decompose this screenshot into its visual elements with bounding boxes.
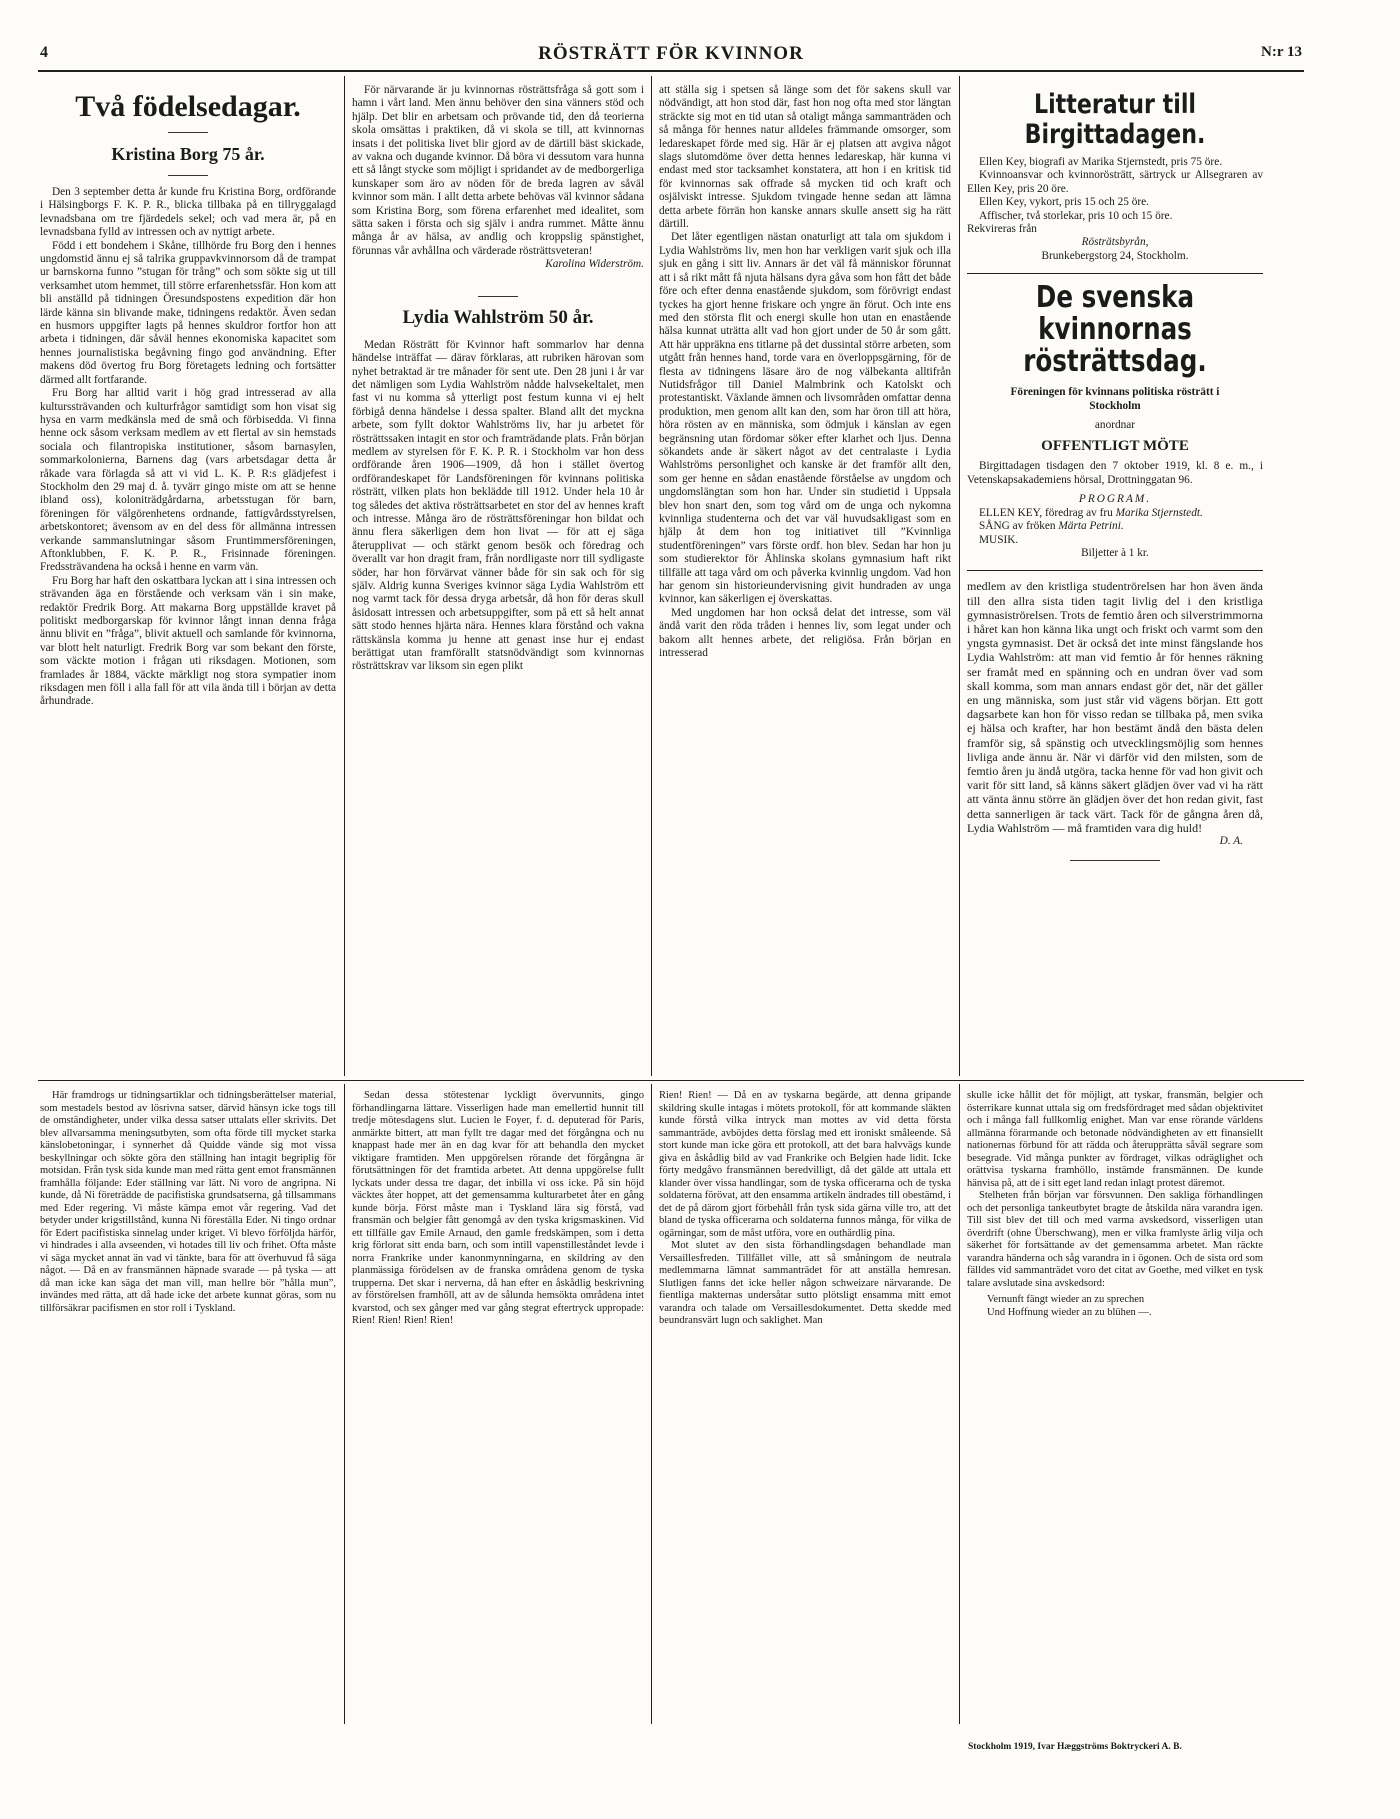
literature-item: Affischer, två storlekar, pris 10 och 15 öre. xyxy=(979,209,1173,222)
column-rule xyxy=(344,1084,345,1724)
continuation-paragraph: medlem av den kristliga studentrörelsen har hon även ända till den allra sista tiden tagit livlig del i den kristliga gymnasiströrelsen. Trots de femtio åren och silverstrimmorna i håret kan hon känna lika ungt och friskt och varmt som den yngsta gymnasist. Det är också det inte minst fängslande hos Lydia Wahlström: att man vid femtio år för hennes räkning ser framåt med en spänning och en undran över vad som skall komma, som man annars endast gör det, när det gäller en ung människa, som just står vid vägens början. Ett gott dagsarbete kan hon för visso redan se tillbaka på, men svika ej hälsa och krafter, har hon bestämt ändå den bästa delen framför sig, så spänstig och utvecklingsmöjlig som hennes livliga ande ännu är. När vi därför vid den milsten, som de femtio åren ju ändå utgöra, tacka henne för vad hon givit och varit för sitt land, så känns säkert glädjen över vad vi ha rätt att vänta ännu större än glädjen över det hon redan givit, fast detta sannerligen är tack värt. Tack för de gångna åren då, Lydia Wahlström — må framtiden vara dig huld! xyxy=(967,579,1263,835)
headline-lydia-wahlstrom: Lydia Wahlström 50 år. xyxy=(402,306,594,328)
paragraph: För närvarande är ju kvinnornas rösträttsfråga så gott som i hamn i vårt land. Men ännu behöver den sina vänners stöd och hjälp. Det blir en arbetsam och prövande tid, den då teorierna skola omsättas i praktiken, då vi skola se till, att kvinnornas insats i det politiska livet blir gjord av de därtill bäst skickade, av vakna och dugande kvinnor. Då böra vi dessutom vara hunna ett så långt stycke som möjligt i spridandet av de medborgerliga kunskaper som äro av nöden för de breda lagren av såväl kvinnor som män. I allt detta arbete behövas väl kvinnor sådana som Kristina Borg, som förena erfarenhet med idealitet, som sätta saken i första och sig själv i andra rummet. Måtte ännu många år av hälsa, av andlig och kroppslig spänstighet, förunnas vår avhållna och värderade rösträttsveteran! xyxy=(352,84,644,257)
article-kristina-borg xyxy=(40,84,336,1078)
page-number: 4 xyxy=(40,44,48,61)
signature-da: D. A. xyxy=(1219,834,1243,847)
section-rule xyxy=(38,1080,1304,1081)
paragraph: Stelheten från början var försvunnen. Den sakliga förhandlingen och det personliga tankeutbytet bragte de åtskilda nära varandra igen. Till sist blev det till och med varma avskedsord, visserligen utan överdrift (ohne Überschwang), men er vilka framlyste ärlig vilja och säkerhet för fortsättande av det gemensamma arbetet. Man räckte varandra händerna och såg varandra in i ögonen. Och de sista ord som fälldes vid sammanträdet voro det citat av Goethe, med vilket en tysk talare avslutade sina avskedsord: xyxy=(967,1190,1263,1289)
ticket-price: Biljetter à 1 kr. xyxy=(1081,546,1149,559)
suffrage-day-heading: De svenska kvinnornas rösträttsdag. xyxy=(1023,280,1207,380)
issue-number: N:r 13 xyxy=(1261,44,1302,60)
paragraph: Född i ett bondehem i Skåne, tillhörde fru Borg den i hennes ungdomstid ännu ej så talrika gruppavkvinnorsom då de trampat ur barnskorna funno ”stugan för trång” och som sökte sig ut till verksamhet utom hemmet, till större erfarenhetssfär. Hon kom att bli anställd på tidningen Öresundspostens expedition där hon lärde känna sin blivande make, tidningens redaktör. Även sedan en husmors uppgifter lagts på hennes skuldror fortfor hon att arbeta i tidningen, där såväl hennes ekonomiska kapacitet som hennes journalistiska begåvning fingo god användning. Efter makens död övertog fru Borg företagets ledning och fortsätter därmed allt fortfarande. xyxy=(40,239,336,386)
box-rule xyxy=(967,570,1263,571)
goethe-quote-line: Vernunft fängt wieder an zu sprechen xyxy=(987,1294,1145,1305)
program-item-music: MUSIK. xyxy=(979,533,1019,546)
masthead-title: RÖSTRÄTT FÖR KVINNOR xyxy=(538,43,804,64)
short-rule xyxy=(168,175,208,176)
literature-item: Kvinnoansvar och kvinnorösträtt, särtryck ur Allsegraren av Ellen Key, pris 20 öre. xyxy=(967,169,1263,195)
program-speaker: Marika Stjernstedt. xyxy=(1115,506,1203,519)
public-meeting-label: OFFENTLIGT MÖTE xyxy=(1041,438,1189,455)
bottom-column-1 xyxy=(40,1090,336,1730)
short-rule xyxy=(1070,860,1160,861)
program-item-song xyxy=(967,520,1263,533)
subheading-kristina-borg: Kristina Borg 75 år. xyxy=(111,144,265,164)
headline-two-birthdays: Två födelsedagar. xyxy=(75,90,301,123)
paragraph: Sedan dessa stötestenar lyckligt övervunnits, gingo förhandlingarna lättare. Visserligen hade man emellertid hunnit till tredje mötesdagens slut. Lucien le Foyer, f. d. deputerad för Paris, anmärkte bittert, att man fyllt tre dagar med det förgångna och nu knappast hade mer än en dag kvar för att behandla den mycket viktigare framtiden. Men uppgörelsen rörande det förgångna är förutsättningen för det framtida arbetet. Att denna uppgörelse fullt lyckats under dessa tre dagar, det inbilla vi oss icke. På sin höjd väcktes åter hoppet, att det gemensamma kulturarbetet åter en gång kunde börja. Först måste man i Tyskland lära sig förstå, vad fransmän och belgier fått genomgå av den tyska krigsmaskinen. Vid ett tillfälle gav Emile Arnaud, den gamle fredskämpen, som i detta krig förlorat sitt enda barn, och som intill vapenstilleståndet levde i norra Frankrike under kanonmynningarna, en skildring av den planmässiga förödelsen av de franska områdena genom de tyska trupperna. Det skar i nerverna, då han efter en åskådlig beskrivning av förstörelsen framhöll, att av de sålunda hemsökta områdena intet kvarstod, och sex gånger med var gång stegrat eftertryck uppropade: Rien! Rien! Rien! Rien! xyxy=(352,1090,644,1326)
association-name: Föreningen för kvinnans politiska rösträtt i Stockholm xyxy=(1010,386,1220,412)
program-label: PROGRAM. xyxy=(1078,493,1152,506)
short-rule xyxy=(168,132,208,133)
program-text: SÅNG av fröken xyxy=(979,520,1056,533)
short-rule xyxy=(478,296,518,297)
program-singer: Märta Petrini. xyxy=(1058,520,1124,533)
column-rule xyxy=(651,1084,652,1724)
paragraph: Fru Borg har haft den oskattbara lyckan att i sina intressen och strävanden äga en förstående och verksam vän i sin make, redaktör Fredrik Borg. Att makarna Borg uppställde kravet på politiskt medborgarskap för kvinnor långt innan denna fråga ännu blivit en ”fråga”, blivit aktuell och samlande för kvinnorna, var blott helt naturligt. Fredrik Borg var som bekant den förste, som väckte motion i frågan uti riksdagen. Motionen, som framlades år 1884, väckte märkligt nog stora sympatier inom riksdagen men föll i alla fall för att vila ända till i början av detta århundrade. xyxy=(40,574,336,708)
paragraph: Den 3 september detta år kunde fru Kristina Borg, ordförande i Hälsingborgs F. K. P. R., blicka tillbaka på en tillryggalagd levnadsbana om tre fjärdedels sekel; och vad mera är, på en levnadsbana fylld av intressen och av nyttigt arbete. xyxy=(40,186,336,239)
program-item-speech xyxy=(967,507,1263,520)
paragraph: Med ungdomen har hon också delat det intresse, som väl ändå varit den röda tråden i hennes liv, som legat under och bakom allt hennes arbete, det religiösa. Från början en intresserad xyxy=(659,606,951,660)
printer-imprint: Stockholm 1919, Ivar Hæggströms Boktryckeri A. B. xyxy=(968,1742,1182,1752)
column-rule xyxy=(651,76,652,1076)
paragraph: Medan Rösträtt för Kvinnor haft sommarlov har denna händelse inträffat — därav förklaras, att rubriken härovan som nyhet betraktad är tre månader för sent ute. Den 28 juni i år var det nämligen som Lydia Wahlström nådde halvsekeltalet, men fast vi nu komma så ytterligt post festum kunna vi ej helt förbigå denna händelse i dessa spalter. Bland allt det myckna arbete, som fyllt doktor Wahlströms liv, har ju arbetet för rösträttssaken intagit en stor och framträdande plats. Från början medlem av styrelsen för F. K. P. R. i Stockholm var hon dess ordförande åren 1906—1909, då hon i stället övertog ordförandeskapet för Landsföreningen för kvinnans politiska rösträtt, vilken plats hon beklädde till 1912. Under hela 10 år tog således det aktiva rösträttsarbetet en stor del av hennes kraft och intresse. Många äro de rösträttsföreningar hon bildat och ännu flera säkerligen dem hon livat — för att ej säga återupplivat — och stärkt genom besök och föredrag och överallt var hon dragit fram, från nordligaste norr till sydligaste söder, har hon förvärvat vänner både för sin sak och för sig själv. Aldrig kunna Sveriges kvinnor säga Lydia Wahlström ett nog varmt tack för dessa dryga arbetsår, då hon för deras skull åsidosatt intressen och arbetsuppgifter, som på ett så helt annat sätt stodo hennes hjärta nära. Hennes klara förstånd och vakna rättskänsla komma ju henne att genast inse hur ej endast berättigat utan framförallt statsnödvändigt som kvinnornas rösträttskrav var liksom sin egen plikt xyxy=(352,338,644,673)
column-rule xyxy=(959,76,960,1076)
signature-karolina-widerstrom: Karolina Widerström. xyxy=(545,258,644,271)
paragraph: att ställa sig i spetsen så länge som det för sakens skull var nödvändigt, att hon stod där, fast hon nog ofta med stor längtan sträckte sig mot en tid utan så otaligt många sammanträden och så många för hennes natur alldeles främmande omsorger, som ledareskapet förde med sig. Här är ej platsen att avgiva något slags slutomdöme över detta hennes ledareskap, här kunna vi endast med stor tacksamhet konstatera, att hon i en kritisk tid för kvinnornas sak offrade så mycken tid och kraft och osjälviskt intresse. Sjukdom tvingade henne sedan att lämna detta arbete förrän hon kanske annars skulle ansett sig ha rätt därtill. xyxy=(659,84,951,231)
column-rule xyxy=(344,76,345,1076)
order-address: Brunkebergstorg 24, Stockholm. xyxy=(1041,249,1189,262)
literature-heading: Litteratur till Birgittadagen. xyxy=(1024,89,1206,150)
bottom-column-3 xyxy=(659,1090,951,1730)
paragraph: Fru Borg har alltid varit i hög grad intresserad av alla kulturssträvanden och kulturfrågor samtidigt som hon visat sig hysa en varm medkänsla med de små och förbisedda. Vi finna henne ock såsom verksam medlem av ett flertal av sin hemstads sociala och filantropiska institutioner, såsom barnasylen, sommarkolonierna, Barnens dag (vars arbetsdagar detta år råkade vara förlagda så att vi vid L. K. P. R:s glädjefest i Stockholm den 29 maj d. å. tyvärr gingo miste om att se henne ibland oss), koloniträdgårdarna, arbetsstugan för barn, föreningen för välgörenhetens ordnande, fattigvårdsstyrelsen, arbetskontoret; ävensom av en del dess för allmänna intressen verkande sammanslutningar såsom Fruntimmersföreningen, Aftonklubben, F. K. P. R., Frisinnade föreningen. Fredssträvandena ha också i henne en varm vän. xyxy=(40,387,336,574)
paragraph: Mot slutet av den sista förhandlingsdagen behandlade man Versaillesfreden. Tillfället ville, att så småningom de neutrala medlemmarna lämnat sammanträdet för att anställa hemresan. Slutligen fanns det icke heller någon schweizare närvarande. De fientliga makternas undersåtar sutto plötsligt ensamma mitt emot varandra och talade om Versaillesdokumentet. Detta skedde med beundransvärt lugn och saklighet. Man xyxy=(659,1240,951,1326)
order-office: Rösträtsbyrån, xyxy=(1081,236,1149,249)
arranges-label: anordnar xyxy=(1094,419,1136,432)
paragraph: Det låter egentligen nästan onaturligt att tala om sjukdom i Lydia Wahlströms liv, men hon har verkligen varit sjuk och illa sjuk en gång i sitt liv. Annars är det väl få människor förunnat att i så rikt mått få njuta hälsans dyra gåva som hon fått det både före och efter denna enastående sjukdom, som förövrigt endast tyckes ha gjort henne friskare och yngre än förut. Och inte ens med den största flit och energi skulle hon utan en enastående hälsa kunnat uträtta allt vad hon gjort under de 50 år som gått. Att här uppräkna ens titlarne på det dussintal större arbeten, som utgått från hennes hand, torde vara en överloppsgärning, för de flesta av tidningens läsare äro de nog välbekanta alltifrån Nutidsfrågor till Daniel Malmbrink och Katolskt och protestantiskt. Växlande ämnen och livsområden omfattar denna produktion, men genom allt kan den, som har öron till att höra, höra rösten av en människa, som ödmjuk i känslan av egen begränsning utan fördomar söker efter klarhet och ljus. Denna sökandets ande är säkert något av det centralaste i Lydia Wahlströms personlighet och kanske är det framför allt den, som ger henne en sådan enastående förståelse av ungdom och ungdomslängtan som hon har. Under sin studietid i Uppsala blev hon snart den, som tog vård om de unga och nykomna kvinnliga studenterna och det var väl huvudsakligast som en hjälp åt dem hon tog initiativet till ”Kvinnliga studentföreningen” vars förste ordf. hon blev. Sedan har hon ju som studierektor för Åhlinska skolans gymnasium haft rikt tillfälle att taga vård om och påverka kvinnlig ungdom. Vad hon har genom sin historieundervisning givit hundraden av unga kvinnor, kan säkerligen ej överskattas. xyxy=(659,231,951,606)
box-rule xyxy=(967,273,1263,274)
header-rule xyxy=(38,70,1304,72)
column-4 xyxy=(967,84,1263,1078)
column-rule xyxy=(959,1084,960,1724)
bottom-column-2 xyxy=(352,1090,644,1730)
bottom-column-4 xyxy=(967,1090,1263,1730)
article-column-3 xyxy=(659,84,951,1078)
program-text: ELLEN KEY, föredrag av fru xyxy=(979,506,1113,519)
article-column-2 xyxy=(352,84,644,1078)
literature-item: Ellen Key, biografi av Marika Stjernstedt, pris 75 öre. xyxy=(979,156,1223,168)
meeting-details: Birgittadagen tisdagen den 7 oktober 1919, kl. 8 e. m., i Vetenskapsakademiens hörsal, Drottninggatan 96. xyxy=(967,460,1263,486)
paragraph: Här framdrogs ur tidningsartiklar och tidningsberättelser material, som mestadels bestod av lösrivna satser, därvid hänsyn icke togs till de omständigheter, under vilka dessa satser uttalats eller skrivits. Det blev allvarsamma meningsutbyten, som ofta förde till mycket starka känslobetoningar, i synnerhet då Quidde vände sig mot vissa beskyllningar och sökte göra den ställning han intagit begriplig för motsidan. Från tysk sida kunde man med rätta gent emot fransmännen framhålla följande: Eder ställning var lätt. Ni voro de angripna. Ni kunde, då Ni företrädde de pacifistiska grundsatserna, gå tillsammans med Eder regering. Vi måste kämpa emot vår regering. Vad det betyder under krigstillstånd, kunna Ni föreställa Eder. Ni tingo ordnar för Edert pacifistiska sinnelag under kriget. Vi blevo förföljda härför, vi hindrades i alla avseenden, vi hotades till liv och frihet. Ofta måste vi säga mycket annat än vad vi tänkte, bara för att överhuvud få säga något. — Då en av fransmännen häpnade svarade — på tyska — att då man icke kan säga det man vill, man hellre bör ”hålla mun”, invändes med rätta, att då hade icke det arbete kunnat göras, som nu tillförsäkrar pacifismen en stor roll i Tyskland. xyxy=(40,1090,336,1314)
paragraph: skulle icke hållit det för möjligt, att tyskar, fransmän, belgier och österrikare kunnat uttala sig om fredsfördraget med sådan objektivitet och i många fall fullkomlig enighet. Man var ense rörande världens allmänna förarmande och betonade nödvändigheten av ett finansiellt nationernas förbund för att rädda och återupprätta såväl segrare som besegrade. Vid många punkter av fördraget, vilkas odräglighet och orättvisa tyskarna framhöllo, instämde fransmännen. De kunde hänvisa på, att de i sitt eget land redan inlagt protest däremot. xyxy=(967,1090,1263,1189)
paragraph: Rien! Rien! — Då en av tyskarna begärde, att denna gripande skildring skulle intagas i mötets protokoll, för att kommande släkten kunde förstå vilka intryck man mottes av vid detta första sammanträde, avböjdes detta förslag med ett ironiskt småleende. Så stort kunde man icke göra ett protokoll, att det bara halvvägs kunde giva en åskådlig bild av vad Frankrike och Belgien hade lidit. Icke förty medgåvo fransmännen beredvilligt, då det gälde att uttala ett klander över vissa handlingar, som de tyska officerarna och de tyska soldaterna förövat, att den ensamma artikeln ändrades till obestämd, i det de på därom gjort förbehåll från tysk sida gärna ville tro, att det bland de tyska officerarna och soldaterna funnos många, för vilka de ogärningar, som de måst utföra, vore en outhärdlig pina. xyxy=(659,1090,951,1239)
page-header xyxy=(40,44,1302,66)
goethe-quote-line: Und Hoffnung wieder an zu blühen —. xyxy=(987,1306,1152,1318)
literature-item: Ellen Key, vykort, pris 15 och 25 öre. xyxy=(979,196,1149,209)
order-from: Rekvireras från xyxy=(967,223,1037,236)
